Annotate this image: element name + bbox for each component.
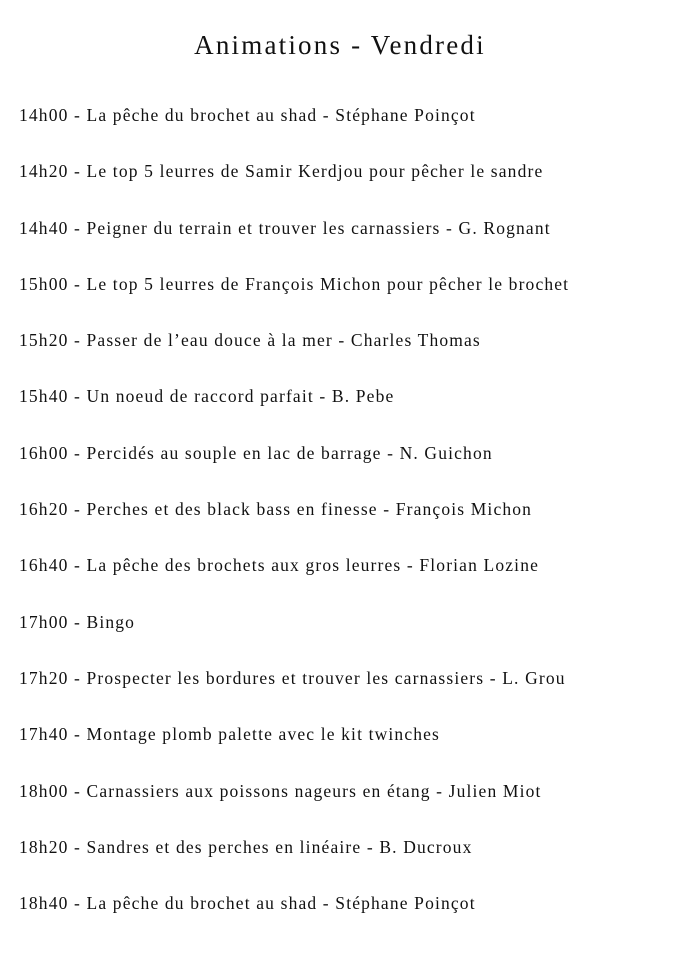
schedule-entry: 15h40 - Un noeud de raccord parfait - B. Pebe — [19, 386, 395, 407]
schedule-entry: 17h00 - Bingo — [19, 611, 136, 632]
schedule-entry: 18h20 - Sandres et des perches en linéaire - B. Ducroux — [19, 836, 473, 857]
schedule-entry: 18h00 - Carnassiers aux poissons nageurs en étang - Julien Miot — [19, 780, 542, 801]
schedule-entry: 14h00 - La pêche du brochet au shad - Stéphane Poinçot — [19, 105, 476, 125]
schedule-entry: 14h20 - Le top 5 leurres de Samir Kerdjou pour pêcher le sandre — [19, 161, 544, 182]
schedule-entry: 16h20 - Perches et des black bass en finesse - François Michon — [19, 499, 533, 520]
schedule-entry: 17h20 - Prospecter les bordures et trouver les carnassiers - L. Grou — [19, 667, 566, 688]
schedule-entry: 17h40 - Montage plomb palette avec le kit twinches — [19, 724, 441, 745]
schedule-entry: 16h40 - La pêche des brochets aux gros leurres - Florian Lozine — [19, 555, 540, 576]
schedule-entry: 15h20 - Passer de l’eau douce à la mer - Charles Thomas — [19, 330, 481, 351]
schedule-entry: 14h40 - Peigner du terrain et trouver les carnassiers - G. Rognant — [19, 217, 551, 238]
schedule-entry: 15h00 - Le top 5 leurres de François Michon pour pêcher le brochet — [19, 273, 570, 294]
schedule-entry: 16h00 - Percidés au souple en lac de barrage - N. Guichon — [19, 442, 493, 463]
schedule-entry: 18h40 - La pêche du brochet au shad - Stéphane Poinçot — [19, 893, 476, 914]
page-title: Animations - Vendredi — [194, 30, 486, 60]
schedule-list — [19, 101, 674, 945]
